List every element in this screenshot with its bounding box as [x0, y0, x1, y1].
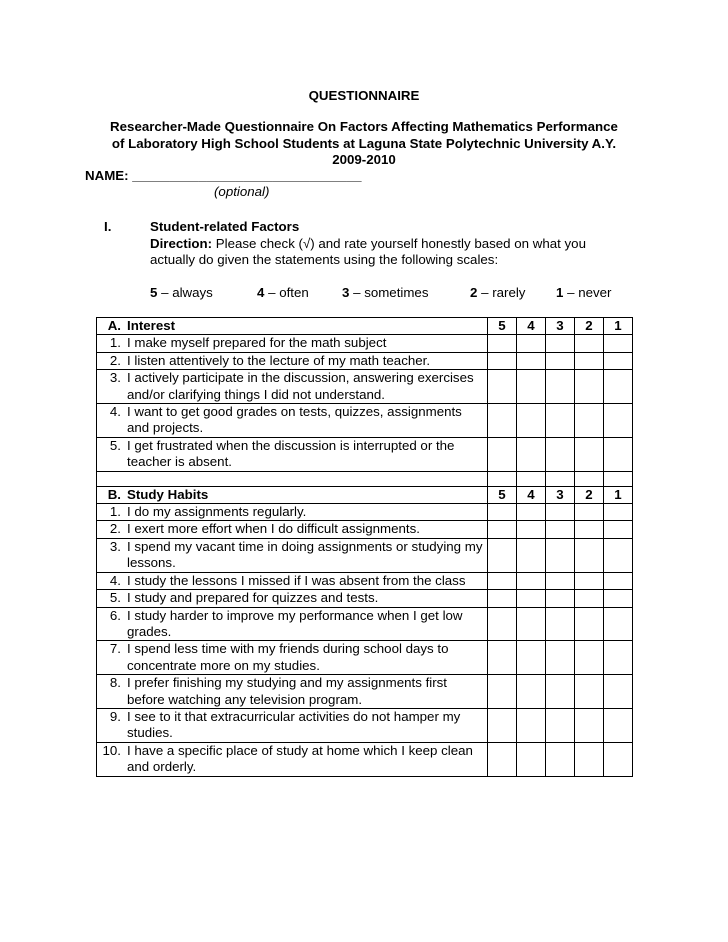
rating-checkbox-2[interactable] — [575, 607, 604, 641]
statement-cell — [97, 641, 488, 675]
rating-checkbox-4[interactable] — [517, 675, 546, 709]
item-text: I study harder to improve my performance when I get low grades. — [127, 607, 463, 639]
rating-checkbox-4[interactable] — [517, 437, 546, 471]
statement-cell — [97, 404, 488, 438]
rating-checkbox-5[interactable] — [488, 437, 517, 471]
question-row — [97, 538, 633, 572]
spacer-row — [97, 471, 633, 486]
subtitle-line-1: Researcher-Made Questionnaire On Factors Affecting Mathematics Performance — [110, 119, 618, 134]
statement-cell — [97, 521, 488, 538]
rating-checkbox-3[interactable] — [546, 572, 575, 589]
statement-cell — [97, 437, 488, 471]
item-number: 1. — [109, 504, 121, 520]
item-text: I spend less time with my friends during school days to concentrate more on my studies. — [127, 641, 449, 673]
subtitle-line-2: of Laboratory High School Students at Laguna State Polytechnic University A.Y. — [111, 136, 617, 151]
rating-checkbox-1[interactable] — [604, 708, 633, 742]
scale-often — [257, 285, 309, 300]
rating-checkbox-2[interactable] — [575, 437, 604, 471]
question-row — [97, 437, 633, 471]
rating-checkbox-5[interactable] — [488, 641, 517, 675]
rating-checkbox-1[interactable] — [604, 641, 633, 675]
rating-checkbox-3[interactable] — [546, 590, 575, 607]
rating-checkbox-5[interactable] — [488, 521, 517, 538]
rating-checkbox-3[interactable] — [546, 352, 575, 369]
rating-checkbox-4[interactable] — [517, 335, 546, 352]
spacer-cell — [546, 471, 575, 486]
rating-checkbox-5[interactable] — [488, 370, 517, 404]
statement-cell — [97, 742, 488, 776]
rating-checkbox-1[interactable] — [604, 370, 633, 404]
rating-checkbox-1[interactable] — [604, 404, 633, 438]
rating-header-4: 4 — [517, 318, 546, 335]
rating-checkbox-2[interactable] — [575, 675, 604, 709]
rating-checkbox-2[interactable] — [575, 590, 604, 607]
item-number: 3. — [109, 538, 121, 554]
rating-checkbox-5[interactable] — [488, 572, 517, 589]
item-number: 10. — [102, 742, 121, 758]
item-text: I prefer finishing my studying and my assignments first before watching any television program. — [127, 675, 447, 707]
item-number: 7. — [109, 641, 121, 657]
group-letter: A. — [107, 318, 121, 333]
rating-checkbox-4[interactable] — [517, 370, 546, 404]
question-row — [97, 352, 633, 369]
rating-checkbox-2[interactable] — [575, 370, 604, 404]
rating-table — [96, 317, 633, 777]
item-number: 5. — [109, 437, 121, 453]
name-optional-note: (optional) — [214, 184, 270, 199]
spacer-cell — [604, 471, 633, 486]
rating-header-1: 1 — [604, 318, 633, 335]
rating-header-5: 5 — [488, 486, 517, 503]
rating-checkbox-3[interactable] — [546, 370, 575, 404]
spacer-cell — [517, 471, 546, 486]
item-number: 3. — [109, 370, 121, 386]
rating-checkbox-4[interactable] — [517, 590, 546, 607]
rating-checkbox-2[interactable] — [575, 352, 604, 369]
question-row — [97, 370, 633, 404]
item-number: 8. — [109, 675, 121, 691]
rating-checkbox-1[interactable] — [604, 590, 633, 607]
rating-checkbox-1[interactable] — [604, 607, 633, 641]
statement-cell — [97, 708, 488, 742]
rating-checkbox-2[interactable] — [575, 708, 604, 742]
subtitle-line-3: 2009-2010 — [332, 152, 396, 167]
rating-checkbox-3[interactable] — [546, 521, 575, 538]
rating-checkbox-4[interactable] — [517, 538, 546, 572]
question-row — [97, 521, 633, 538]
rating-header-2: 2 — [575, 318, 604, 335]
rating-checkbox-5[interactable] — [488, 538, 517, 572]
item-text: I exert more effort when I do difficult assignments. — [127, 521, 420, 537]
rating-checkbox-3[interactable] — [546, 538, 575, 572]
group-header-row — [97, 486, 633, 503]
rating-checkbox-3[interactable] — [546, 335, 575, 352]
item-text: I do my assignments regularly. — [127, 504, 307, 520]
rating-checkbox-3[interactable] — [546, 641, 575, 675]
statement-cell — [97, 352, 488, 369]
scale-label: – sometimes — [349, 285, 429, 300]
rating-checkbox-3[interactable] — [546, 504, 575, 521]
rating-checkbox-1[interactable] — [604, 335, 633, 352]
question-row — [97, 607, 633, 641]
question-row — [97, 335, 633, 352]
question-row — [97, 708, 633, 742]
item-number: 4. — [109, 404, 121, 420]
item-number: 1. — [109, 335, 121, 351]
rating-checkbox-2[interactable] — [575, 572, 604, 589]
statement-cell — [97, 370, 488, 404]
direction-label: Direction: — [150, 236, 213, 251]
item-text: I study and prepared for quizzes and tests. — [127, 590, 379, 606]
name-field-label: NAME: _______________________________ — [85, 168, 362, 183]
scale-label: – often — [264, 285, 309, 300]
section-title: Student-related Factors — [150, 219, 300, 234]
rating-checkbox-1[interactable] — [604, 437, 633, 471]
statement-cell — [97, 504, 488, 521]
direction-line-2: actually do given the statements using the following scales: — [150, 252, 499, 267]
rating-header-2: 2 — [575, 486, 604, 503]
rating-checkbox-1[interactable] — [604, 572, 633, 589]
section-number: I. — [104, 219, 112, 234]
spacer-cell — [575, 471, 604, 486]
rating-checkbox-3[interactable] — [546, 437, 575, 471]
item-text: I want to get good grades on tests, quizzes, assignments and projects. — [127, 404, 462, 436]
rating-checkbox-1[interactable] — [604, 742, 633, 776]
rating-header-3: 3 — [546, 486, 575, 503]
scale-value: 2 — [470, 285, 478, 300]
statement-cell — [97, 486, 488, 503]
scale-value: 1 — [556, 285, 564, 300]
group-header-row — [97, 318, 633, 335]
item-text: I spend my vacant time in doing assignments or studying my lessons. — [127, 538, 483, 571]
rating-checkbox-2[interactable] — [575, 538, 604, 572]
rating-checkbox-3[interactable] — [546, 607, 575, 641]
rating-checkbox-5[interactable] — [488, 742, 517, 776]
scale-label: – never — [563, 285, 612, 300]
item-number: 5. — [109, 590, 121, 606]
rating-checkbox-5[interactable] — [488, 607, 517, 641]
rating-checkbox-1[interactable] — [604, 538, 633, 572]
question-row — [97, 590, 633, 607]
rating-header-1: 1 — [604, 486, 633, 503]
rating-checkbox-4[interactable] — [517, 504, 546, 521]
rating-checkbox-5[interactable] — [488, 675, 517, 709]
rating-checkbox-4[interactable] — [517, 607, 546, 641]
rating-checkbox-2[interactable] — [575, 641, 604, 675]
scale-value: 4 — [257, 285, 265, 300]
rating-checkbox-3[interactable] — [546, 742, 575, 776]
rating-checkbox-5[interactable] — [488, 404, 517, 438]
scale-rarely — [470, 285, 525, 300]
rating-checkbox-4[interactable] — [517, 641, 546, 675]
item-text: I make myself prepared for the math subject — [127, 335, 387, 351]
rating-checkbox-3[interactable] — [546, 708, 575, 742]
rating-checkbox-4[interactable] — [517, 742, 546, 776]
rating-checkbox-4[interactable] — [517, 404, 546, 438]
rating-checkbox-5[interactable] — [488, 708, 517, 742]
item-text: I get frustrated when the discussion is interrupted or the teacher is absent. — [127, 437, 455, 470]
scale-label: – rarely — [477, 285, 526, 300]
rating-checkbox-2[interactable] — [575, 521, 604, 538]
direction-text-1: Please check (√) and rate yourself honestly based on what you — [212, 236, 586, 251]
item-text: I actively participate in the discussion, answering exercises and/or clarifying things I did not understand. — [127, 370, 474, 402]
question-row — [97, 404, 633, 438]
rating-checkbox-2[interactable] — [575, 335, 604, 352]
item-text: I listen attentively to the lecture of my math teacher. — [127, 352, 431, 368]
question-row — [97, 572, 633, 589]
rating-checkbox-5[interactable] — [488, 335, 517, 352]
scale-value: 5 — [150, 285, 158, 300]
rating-checkbox-4[interactable] — [517, 572, 546, 589]
scale-never — [556, 285, 611, 300]
rating-checkbox-1[interactable] — [604, 504, 633, 521]
rating-checkbox-2[interactable] — [575, 742, 604, 776]
rating-checkbox-3[interactable] — [546, 404, 575, 438]
statement-cell — [97, 607, 488, 641]
document-title: QUESTIONNAIRE — [308, 88, 420, 103]
rating-checkbox-1[interactable] — [604, 675, 633, 709]
item-number: 2. — [109, 521, 121, 537]
group-letter: B. — [107, 486, 121, 502]
item-number: 6. — [109, 607, 121, 623]
rating-checkbox-2[interactable] — [575, 404, 604, 438]
rating-header-4: 4 — [517, 486, 546, 503]
rating-checkbox-4[interactable] — [517, 521, 546, 538]
rating-checkbox-3[interactable] — [546, 675, 575, 709]
rating-checkbox-5[interactable] — [488, 504, 517, 521]
group-title: Interest — [127, 318, 176, 333]
statement-cell — [97, 590, 488, 607]
statement-cell — [97, 572, 488, 589]
item-text: I have a specific place of study at home which I keep clean and orderly. — [127, 742, 473, 775]
item-number: 4. — [109, 572, 121, 588]
rating-header-3: 3 — [546, 318, 575, 335]
item-text: I see to it that extracurricular activities do not hamper my studies. — [127, 708, 461, 741]
group-title: Study Habits — [127, 486, 209, 502]
statement-cell — [97, 675, 488, 709]
scale-label: – always — [157, 285, 213, 300]
statement-cell — [97, 318, 488, 335]
rating-checkbox-1[interactable] — [604, 521, 633, 538]
rating-checkbox-4[interactable] — [517, 708, 546, 742]
scale-sometimes — [342, 285, 428, 300]
rating-checkbox-2[interactable] — [575, 504, 604, 521]
rating-header-5: 5 — [488, 318, 517, 335]
spacer-cell — [488, 471, 517, 486]
spacer-cell — [97, 471, 488, 486]
item-text: I study the lessons I missed if I was absent from the class — [127, 572, 466, 588]
rating-checkbox-5[interactable] — [488, 352, 517, 369]
scale-always — [150, 285, 213, 300]
rating-checkbox-1[interactable] — [604, 352, 633, 369]
question-row — [97, 675, 633, 709]
direction-line-1 — [150, 236, 586, 251]
statement-cell — [97, 538, 488, 572]
question-row — [97, 641, 633, 675]
item-number: 9. — [109, 708, 121, 724]
statement-cell — [97, 335, 488, 352]
rating-checkbox-4[interactable] — [517, 352, 546, 369]
item-number: 2. — [109, 352, 121, 368]
rating-checkbox-5[interactable] — [488, 590, 517, 607]
scale-value: 3 — [342, 285, 350, 300]
question-row — [97, 504, 633, 521]
question-row — [97, 742, 633, 776]
